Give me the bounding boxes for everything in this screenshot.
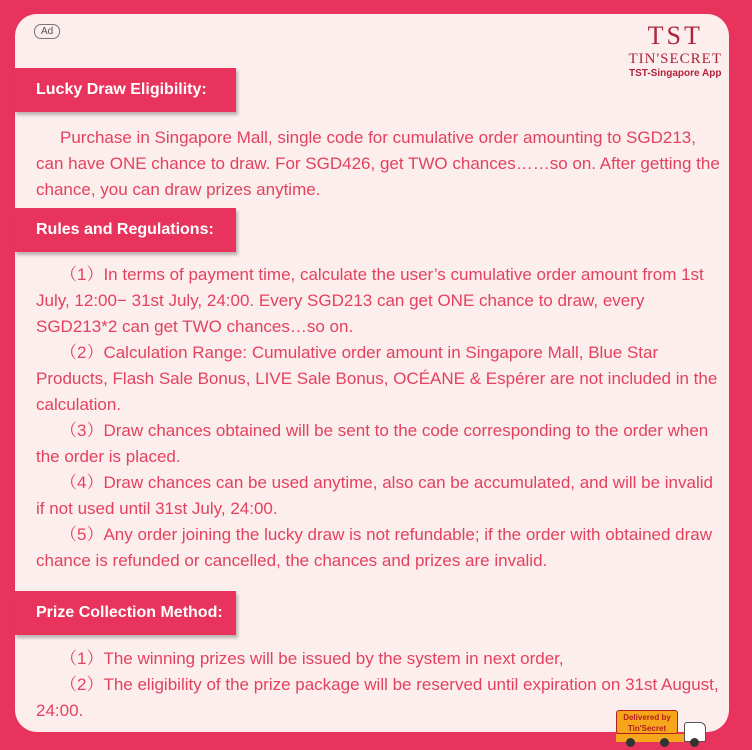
paragraph: （4）Draw chances can be used anytime, also can be accumulated, and will be invalid if not used until 31st July, 24:00. — [36, 473, 713, 518]
brand-app-label: TST-Singapore App — [629, 68, 722, 79]
section-title-prize-collection: Prize Collection Method: — [14, 591, 236, 635]
brand-name: TIN'SECRET — [628, 51, 722, 67]
paragraph: （5）Any order joining the lucky draw is not refundable; if the order with obtained draw chance is refunded or cancelled, the chances and prizes are invalid. — [36, 525, 713, 570]
wheel-icon — [626, 738, 635, 747]
wheel-icon — [690, 738, 699, 747]
paragraph: （3）Draw chances obtained will be sent to the code corresponding to the order when the order is placed. — [36, 421, 709, 466]
paragraph: （1）In terms of payment time, calculate the user’s cumulative order amount from 1st July, 12:00− 31st July, 24:00. Every SGD213 can get ONE chance to draw, every SGD213*2 can get TWO chances…so on. — [36, 265, 704, 336]
wheel-icon — [660, 738, 669, 747]
section-body-eligibility — [36, 125, 726, 203]
section-title-rules: Rules and Regulations: — [14, 208, 236, 252]
delivery-badge-label: Delivered by Tin'Secret — [616, 710, 678, 734]
paragraph: （1）The winning prizes will be issued by the system in next order, — [60, 649, 564, 668]
section-title-eligibility: Lucky Draw Eligibility: — [14, 68, 236, 112]
paragraph: Purchase in Singapore Mall, single code for cumulative order amounting to SGD213, can have ONE chance to draw. For SGD426, get TWO chances……so on. After getting the chance, you can draw prizes anytime. — [36, 128, 720, 199]
section-body-rules — [36, 262, 726, 574]
paragraph: （2）Calculation Range: Cumulative order amount in Singapore Mall, Blue Star Products, Flash Sale Bonus, LIVE Sale Bonus, OCÉANE & Espérer are not included in the calculation. — [36, 343, 718, 414]
paragraph: （2）The eligibility of the prize package will be reserved until expiration on 31st August, 24:00. — [36, 675, 719, 720]
ad-badge: Ad — [34, 24, 60, 39]
brand-mark: TST — [647, 21, 703, 50]
brand-logo — [628, 22, 722, 80]
delivery-truck-icon — [614, 708, 714, 748]
